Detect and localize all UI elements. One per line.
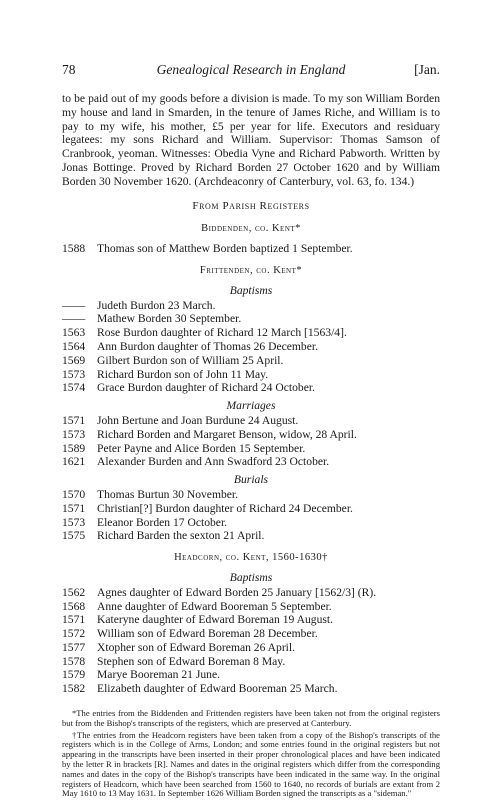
record-category-label: Baptisms [229,570,273,584]
entry-year: 1571 [62,613,86,627]
entry-text: William son of Edward Boreman 28 December. [97,627,318,641]
entry-year: 1588 [62,242,86,256]
register-entry [62,242,440,256]
entry-text: Xtopher son of Edward Boreman 26 April. [97,640,296,654]
register-entry [62,502,440,516]
register-entry [62,442,440,456]
parish-title: Headcorn, co. Kent, 1560-1630† [174,552,328,564]
entry-year: 1564 [62,339,86,353]
entry-year: 1573 [62,367,86,381]
entry-year: 1621 [62,455,86,469]
entry-year: 1568 [62,599,86,613]
entry-year: —— [62,298,86,312]
entry-year: 1570 [62,487,86,501]
register-entry [62,488,440,502]
running-title: Genealogical Research in England [156,62,346,77]
entry-text: Elizabeth daughter of Edward Booreman 25 March. [97,682,338,696]
register-entry [62,600,440,614]
register-entry [62,312,440,326]
record-category-label: Marriages [226,399,276,413]
entry-text: Mathew Borden 30 September. [97,312,242,326]
entry-text: Rose Burdon daughter of Richard 12 March [1563/4]. [97,326,347,340]
entry-year: 1577 [62,640,86,654]
entry-year: 1571 [62,413,86,427]
entry-year: 1571 [62,501,86,515]
entry-text: Thomas son of Matthew Borden baptized 1 September. [97,242,353,256]
entry-text: Ann Burdon daughter of Thomas 26 December. [97,339,318,353]
register-entry [62,586,440,600]
entry-year: 1574 [62,381,86,395]
entry-year: 1579 [62,668,86,682]
entry-year: —— [62,312,86,326]
entry-text: Christian[?] Burdon daughter of Richard 24 December. [97,501,353,515]
register-entry [62,668,440,682]
entry-year: 1575 [62,529,86,543]
entry-year: 1562 [62,585,86,599]
record-category-label: Baptisms [229,283,273,297]
entry-text: Kateryne daughter of Edward Boreman 19 August. [97,613,333,627]
register-entry [62,516,440,530]
entry-text: Richard Barden the sexton 21 April. [97,529,265,543]
entry-text: Gilbert Burdon son of William 25 April. [97,353,284,367]
entry-text: Anne daughter of Edward Booreman 5 September. [97,599,332,613]
page-header [62,62,440,82]
entry-text: Grace Burdon daughter of Richard 24 October. [97,381,315,395]
register-entry [62,455,440,469]
entry-year: 1563 [62,326,86,340]
issue-month: [Jan. [414,62,440,77]
entry-text: Agnes daughter of Edward Borden 25 January [1562/3] (R). [97,585,377,599]
entry-year: 1589 [62,441,86,455]
entry-text: Judeth Burdon 23 March. [97,298,216,312]
page-body [62,92,440,801]
register-entry [62,299,440,313]
entry-year: 1572 [62,627,86,641]
entry-year: 1573 [62,515,86,529]
footnotes [62,709,440,799]
register-entry [62,428,440,442]
section-title: From Parish Registers [192,199,310,212]
register-entry [62,354,440,368]
intro-paragraph: to be paid out of my goods before a division is made. To my son William Borden my house and land in Smarden, in the tenure of James Riche, and William is to pay to my wife, his mother, £5 per year for life. Executors and residuary legatees: my sons Richard and William. Supervisor: Thomas Samson of Cranbrook, yeoman. Witnesses: Obedia Vyne and Richard Pabworth. Written by Jonas Bottinge. Proved by Richard Borden 27 October 1620 and by William Borden 30 November 1620. (Archdeaconry of Canterbury, vol. 63, fo. 134.) [62,92,440,188]
entry-text: Thomas Burtun 30 November. [97,487,239,501]
entry-text: Stephen son of Edward Boreman 8 May. [97,654,286,668]
entry-text: Marye Booreman 21 June. [97,668,220,682]
entry-year: 1569 [62,353,86,367]
entry-text: John Bertune and Joan Burdune 24 August. [97,413,299,427]
parish-registers [62,222,440,696]
entry-year: 1578 [62,654,86,668]
register-entry [62,368,440,382]
footnote: *The entries from the Biddenden and Frittenden registers have been taken not from the original registers but from the Bishop's transcripts of the registers, which are preserved at Canterbury. [62,708,440,728]
register-entry [62,381,440,395]
entry-text: Richard Borden and Margaret Benson, widow, 28 April. [97,427,357,441]
entry-text: Richard Burdon son of John 11 May. [97,367,269,381]
register-entry [62,682,440,696]
entry-year: 1573 [62,427,86,441]
register-entry [62,655,440,669]
register-entry [62,414,440,428]
register-entry [62,326,440,340]
record-category-label: Burials [233,473,269,487]
register-entry [62,613,440,627]
entry-text: Alexander Burden and Ann Swadford 23 October. [97,455,330,469]
footnote: †The entries from the Headcorn registers have been taken from a copy of the Bishop's transcripts of the registers which is in the College of Arms, London; and some entries found in the original registers but not appearing in the transcripts have been inserted in their proper chronological places and have been indicated by the letter R in brackets [R]. Names and dates in the original registers which differ from the corresponding names and dates in the copy of the Bishop's transcripts have been indicated in the same way. In the original registers of Headcorn, which have been searched from 1560 to 1640, no records of burials are extant from 2 May 1610 to 13 May 1631. In September 1626 William Borden signed the transcripts as a "sideman." [62,729,440,799]
register-entry [62,529,440,543]
entry-year: 1582 [62,682,86,696]
register-entry [62,627,440,641]
entry-text: Eleanor Borden 17 October. [97,515,228,529]
register-entry [62,340,440,354]
parish-title: Biddenden, co. Kent* [201,223,301,235]
page-number: 78 [62,62,76,77]
parish-title: Frittenden, co. Kent* [199,264,303,276]
register-entry [62,641,440,655]
entry-text: Peter Payne and Alice Borden 15 September. [97,441,306,455]
